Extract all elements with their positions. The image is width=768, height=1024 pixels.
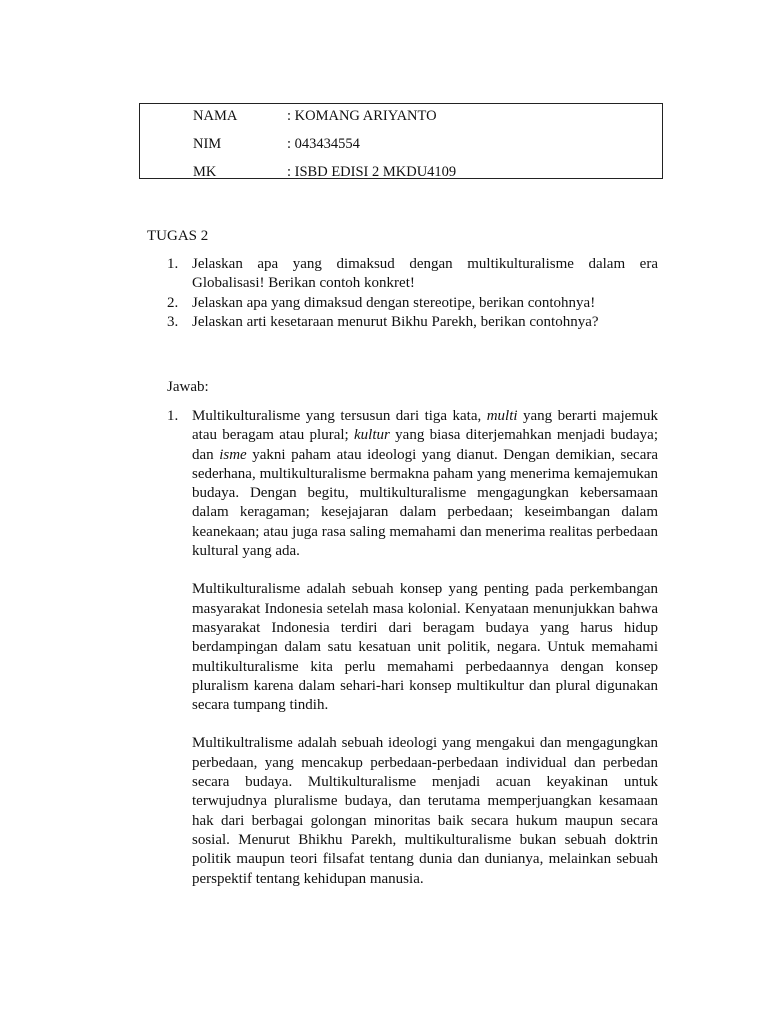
paragraph-text: yakni paham atau ideologi yang dianut. Dengan demikian, secara sederhana, multikulturalisme bermakna paham yang menerima kemajemukan budaya. Dengan begitu, multikulturalisme mengagungkan kebersamaan dalam keragaman; kesejajaran dalam perbedaan; keseimbangan dalam keanekaan; atau juga rasa saling memahami dan menerima realitas perbedaan kultural yang ada. [192, 446, 659, 560]
question-text: Jelaskan apa yang dimaksud dengan multikulturalisme dalam era Globalisasi! Berikan contoh konkret! [192, 256, 658, 292]
question-text: Jelaskan apa yang dimaksud dengan stereotipe, berikan contohnya! [192, 294, 596, 311]
identity-row-nim [193, 135, 360, 153]
question-number: 2. [167, 294, 179, 311]
paragraph-text: Multikulturalisme yang tersusun dari tiga kata, [192, 408, 482, 424]
question-number: 1. [167, 256, 179, 272]
answer-body [192, 407, 658, 889]
name-label: NAMA [193, 108, 238, 124]
answer-label: Jawab: [167, 379, 209, 395]
name-value: : KOMANG ARIYANTO [287, 108, 437, 124]
answer-paragraph-2: Multikulturalisme adalah sebuah konsep yang penting pada perkembangan masyarakat Indonesia setelah masa kolonial. Kenyataan menunjukkan bahwa masyarakat Indonesia terdiri dari beragam budaya yang harus hidup berdampingan dalam satu kesatuan unit politik, negara. Untuk memahami multikulturalisme kita perlu memahami perbedaannya dengan konsep pluralism karena dalam sehari-hari konsep multikultur dan plural digunakan secara tumpang tindih. [192, 581, 658, 714]
answer-item [167, 407, 658, 889]
question-item [167, 313, 658, 332]
answer-list [167, 407, 658, 889]
term-kultur: kultur [354, 427, 390, 444]
question-number: 3. [167, 313, 179, 330]
paragraph-text: yang biasa diterjemahkan menjadi budaya; dan [192, 427, 658, 463]
question-list [167, 255, 658, 332]
answer-number: 1. [167, 408, 179, 424]
answer-paragraph-1 [192, 407, 658, 561]
student-identity-box [139, 103, 663, 179]
task-heading: TUGAS 2 [147, 228, 209, 244]
identity-row-name [193, 107, 437, 125]
course-label: MK [193, 164, 217, 180]
identity-row-course [193, 163, 456, 181]
paragraph-text: yang berarti majemuk atau beragam atau plural; [192, 408, 659, 444]
nim-value: : 043434554 [287, 136, 360, 152]
question-item [167, 294, 658, 313]
question-text: Jelaskan arti kesetaraan menurut Bikhu Parekh, berikan contohnya? [192, 313, 599, 330]
answer-paragraph-3: Multikultralisme adalah sebuah ideologi yang mengakui dan mengagungkan perbedaan, yang mencakup perbedaan-perbedaan individual dan perbedan secara budaya. Multikulturalisme menjadi acuan keyakinan untuk terwujudnya pluralisme budaya, dan terutama memperjuangkan kesamaan hak dari berbagai golongan minoritas baik secara hukum maupun secara sosial. Menurut Bhikhu Parekh, multikulturalisme bukan sebuah doktrin politik maupun teori filsafat tentang dunia dan dunianya, melainkan sebuah perspektif tentang kehidupan manusia. [192, 735, 658, 887]
term-multi: multi [486, 408, 518, 424]
term-isme: isme [219, 446, 247, 463]
course-value: : ISBD EDISI 2 MKDU4109 [287, 164, 457, 180]
nim-label: NIM [193, 136, 222, 152]
question-item [167, 255, 658, 294]
